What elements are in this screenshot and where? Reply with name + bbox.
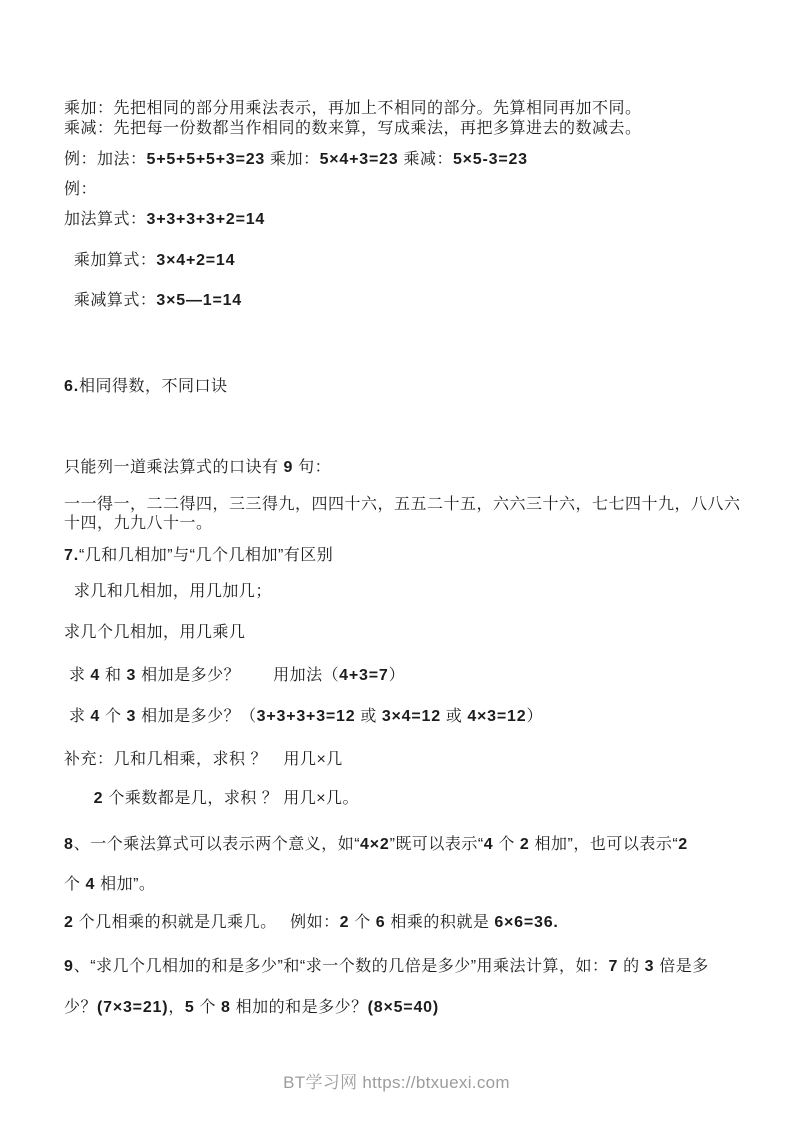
body-text: 相加”，也可以表示“	[529, 836, 679, 853]
text-line	[64, 494, 757, 515]
formula-text: 5×5-3=23	[452, 151, 528, 168]
text-line	[64, 513, 757, 534]
formula-text: 4×3=12	[467, 708, 527, 725]
body-text: 一一得一，二二得四，三三得九，四四十六，五五二十五，六六三十六，七七四十九，八八六	[64, 496, 741, 513]
body-text: 个	[349, 914, 376, 931]
body-text: 十四，九九八十一。	[64, 515, 213, 532]
body-text: 和	[100, 667, 127, 684]
formula-text: 3+3+3+3+2=14	[146, 211, 266, 228]
formula-text: 3×4=12	[381, 708, 441, 725]
body-text: 补充：几和几相乘，求积 ？ 用几×几	[64, 751, 343, 768]
text-line	[64, 98, 757, 119]
text-line	[64, 749, 757, 770]
body-text: 少？	[64, 999, 98, 1016]
body-text: 求	[64, 667, 91, 684]
formula-text: 9	[64, 958, 74, 975]
body-text: ）	[526, 708, 543, 725]
text-line	[64, 179, 757, 200]
body-text: 加法算式：	[64, 211, 147, 228]
body-text: 乘加算式：	[64, 252, 157, 269]
formula-text: 3×4+2=14	[156, 252, 236, 269]
formula-text: (8×5=40)	[367, 999, 439, 1016]
text-line	[64, 250, 757, 271]
body-text: 求几和几相加，用几加几；	[64, 583, 272, 600]
formula-text: 4	[85, 876, 96, 893]
body-text: 求	[64, 708, 91, 725]
text-line	[64, 457, 757, 478]
formula-text: (7×3=21)	[97, 999, 169, 1016]
formula-text: 3×5—1=14	[156, 292, 242, 309]
formula-text: 5	[184, 999, 195, 1016]
body-text: 个	[194, 999, 221, 1016]
body-text: 相加的和是多少？	[230, 999, 368, 1016]
body-text: ）	[388, 667, 406, 684]
text-line	[64, 997, 757, 1018]
text-line	[64, 706, 757, 727]
body-text: 相加”。	[95, 876, 156, 893]
text-line	[64, 912, 757, 933]
body-text: 或	[440, 708, 468, 725]
formula-text: 3	[126, 667, 137, 684]
body-text: ”既可以表示“	[389, 836, 484, 853]
formula-text: 5×4+3=23	[319, 151, 399, 168]
text-line	[64, 118, 757, 139]
formula-text: 2	[678, 836, 688, 853]
formula-text: 6.	[64, 378, 79, 395]
formula-text: 8	[64, 836, 74, 853]
text-line	[64, 581, 757, 602]
text-line	[64, 209, 757, 230]
formula-text: 4×2	[360, 836, 390, 853]
text-line	[64, 376, 757, 397]
text-line	[64, 834, 757, 855]
formula-text: 4	[90, 667, 101, 684]
body-text: 倍是多	[654, 958, 709, 975]
formula-text: 3	[644, 958, 655, 975]
text-line	[64, 956, 757, 977]
formula-text: 4	[90, 708, 101, 725]
body-text: 的	[618, 958, 645, 975]
formula-text: 4	[483, 836, 494, 853]
body-text: 相同得数，不同口诀	[78, 378, 228, 395]
formula-text: 9	[283, 459, 294, 476]
body-text: 乘减算式：	[64, 292, 157, 309]
body-text: 相加是多少？（	[136, 708, 257, 725]
body-text: ，	[168, 999, 185, 1016]
text-line	[64, 149, 757, 170]
body-text: 个	[493, 836, 520, 853]
formula-text: 6×6=36.	[494, 914, 559, 931]
body-text: 求几个几相加，用几乘几	[64, 624, 246, 641]
formula-text: 7	[608, 958, 619, 975]
formula-text: 5+5+5+5+3=23	[146, 151, 266, 168]
body-text: 个	[64, 876, 86, 893]
body-text: 个	[100, 708, 127, 725]
body-text: 相乘的积就是	[385, 914, 495, 931]
formula-text: 2	[339, 914, 350, 931]
body-text: “几和几相加”与“几个几相加”有区别	[78, 547, 334, 564]
body-text: 只能列一道乘法算式的口诀有	[64, 459, 284, 476]
body-text: 乘加：	[265, 151, 320, 168]
formula-text: 8	[220, 999, 231, 1016]
formula-text: 2	[519, 836, 530, 853]
body-text: 个乘数都是几，求积 ？ 用几×几。	[103, 790, 360, 807]
text-line	[64, 290, 757, 311]
body-text: 、一个乘法算式可以表示两个意义，如“	[73, 836, 361, 853]
text-line	[64, 622, 757, 643]
formula-text: 7.	[64, 547, 79, 564]
body-text: 相加是多少？ 用加法（	[136, 667, 340, 684]
text-line	[64, 874, 757, 895]
text-line	[64, 545, 757, 566]
body-text: 乘减：	[398, 151, 453, 168]
body-text	[64, 790, 94, 807]
body-text: 个几相乘的积就是几乘几。 例如：	[73, 914, 340, 931]
body-text: 例：加法：	[64, 151, 147, 168]
body-text: 乘加：先把相同的部分用乘法表示，再加上不相同的部分。先算相同再加不同。	[64, 100, 642, 117]
body-text: 例：	[64, 181, 98, 198]
text-line	[64, 665, 757, 686]
text-line	[64, 788, 757, 809]
formula-text: 3+3+3+3=12	[256, 708, 356, 725]
body-text: 乘减：先把每一份数都当作相同的数来算，写成乘法，再把多算进去的数减去。	[64, 120, 642, 137]
formula-text: 4+3=7	[339, 667, 389, 684]
formula-text: 2	[93, 790, 104, 807]
formula-text: 6	[375, 914, 386, 931]
body-text: 句：	[293, 459, 332, 476]
body-text: 或	[355, 708, 382, 725]
formula-text: 2	[64, 914, 74, 931]
footer-credit: BT学习网 https://btxuexi.com	[283, 1073, 510, 1092]
body-text: 、“求几个几相加的和是多少”和“求一个数的几倍是多少”用乘法计算，如：	[73, 958, 609, 975]
formula-text: 3	[126, 708, 137, 725]
